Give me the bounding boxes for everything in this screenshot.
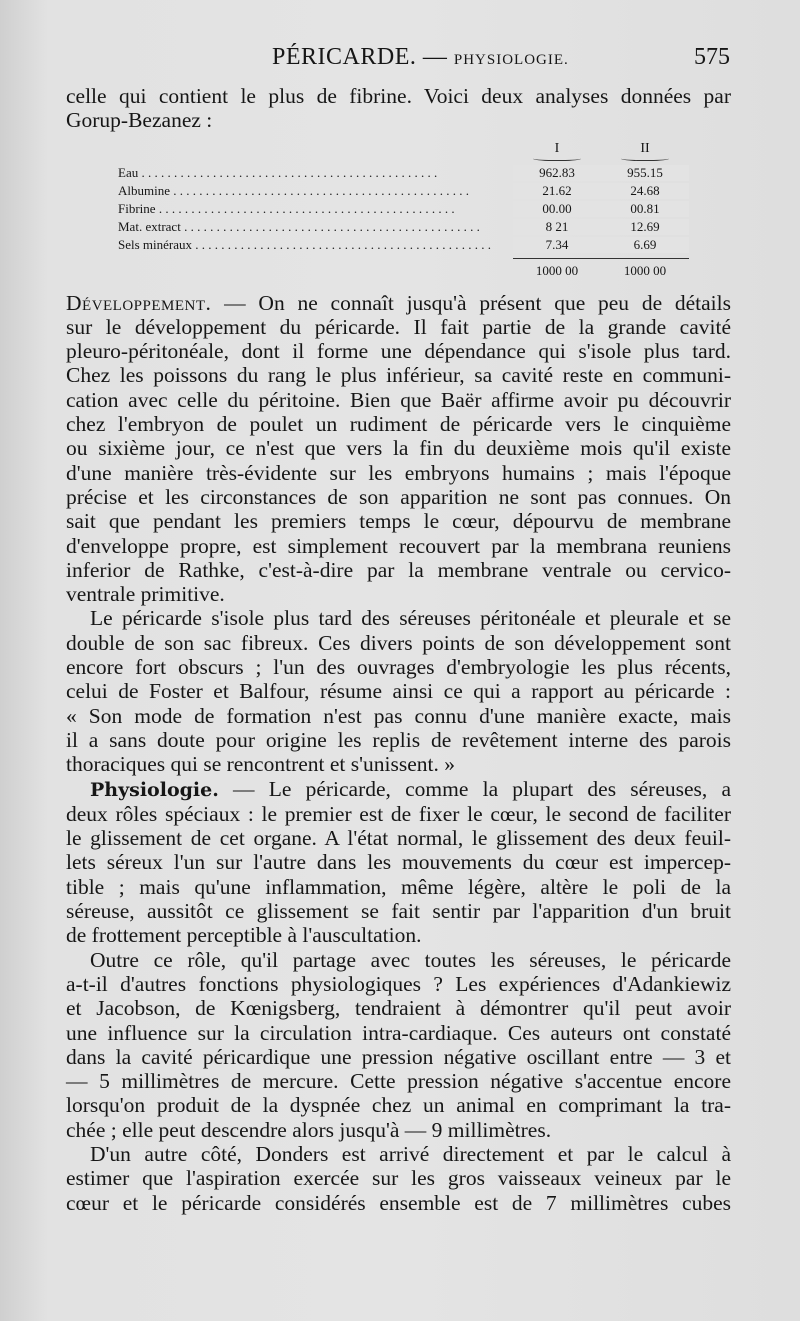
table-row — [66, 219, 731, 235]
text-line: Physiologie. — Le péricarde, comme la plupart des séreuses, a — [90, 776, 732, 801]
text-line: une influence sur la circulation intra-cardiaque. Ces auteurs ont constaté — [66, 1020, 731, 1045]
table-row — [66, 165, 731, 181]
section-subtitle: PHYSIOLOGIE. — [453, 52, 569, 68]
row-value-2: 24.68 — [601, 183, 689, 199]
row-label: Fibrine . . . — [118, 201, 513, 217]
formation-paragraph — [66, 606, 731, 776]
text-line: sait que pendant les premiers temps le cœur, dépourvu de membrane — [66, 509, 731, 534]
text-line: cœur et le péricarde considérés ensemble est de 7 millimètres cubes — [66, 1190, 731, 1215]
text-line: — 5 millimètres de mercure. Cette pression négative s'accentue encore — [66, 1069, 731, 1094]
text-line: double de son sac fibreux. Ces divers points de son développement sont — [66, 630, 731, 655]
text-line: celui de Foster et Balfour, résume ainsi ce qui a rapport au péricarde : — [66, 679, 731, 704]
table-totals — [66, 258, 731, 279]
text-line: d'une manière très-évidente sur les embryons humains ; mais l'époque — [66, 460, 731, 485]
header-dash: — — [422, 44, 448, 70]
table-row — [66, 183, 731, 199]
table-row — [66, 201, 731, 217]
text-line: il a sans doute pour origine les replis de revêtement interne des parois — [66, 727, 731, 752]
column-header-2: II — [601, 141, 689, 157]
row-label: Eau . . . — [118, 165, 513, 181]
total-2: 1000 00 — [601, 258, 689, 279]
page-number: 575 — [694, 44, 730, 70]
analysis-table — [66, 141, 731, 279]
donders-paragraph — [66, 1142, 731, 1215]
text-line: précise et les circonstances de son apparition ne sont pas connues. On — [66, 484, 731, 509]
running-title — [272, 44, 569, 71]
text-line: Chez les poissons du rang le plus inférieur, sa cavité reste en communi- — [66, 363, 731, 388]
text-line: pleuro-péritonéale, dont il forme une dépendance qui s'isole plus tard. — [66, 339, 731, 364]
text-line: de frottement perceptible à l'auscultation. — [66, 923, 422, 948]
text-line: « Son mode de formation n'est pas connu d'une manière exacte, mais — [66, 703, 731, 728]
text-line: séreuse, aussitôt ce glissement se fait sentir par l'apparition d'un bruit — [66, 899, 731, 924]
text-line: chez l'embryon de poulet un rudiment de péricarde vers le cinquième — [66, 412, 731, 437]
text-line: cation avec celle du péritoine. Bien que Baër affirme avoir pu découvrir — [66, 387, 731, 412]
text-line: celle qui contient le plus de fibrine. Voici deux analyses données par — [66, 84, 731, 108]
text-line: thoraciques qui se rencontrent et s'unissent. » — [66, 752, 455, 777]
row-value-2: 12.69 — [601, 219, 689, 235]
row-label: Albumine . . . — [118, 183, 513, 199]
chapter-title: PÉRICARDE. — [272, 44, 417, 70]
text-line: ventrale primitive. — [66, 582, 225, 607]
text-line: tible ; mais qu'une inflammation, même légère, altère le poli de la — [66, 874, 731, 899]
intro-paragraph — [66, 84, 731, 133]
text-line: le glissement de cet organe. A l'état normal, le glissement des deux feuil- — [66, 826, 731, 851]
section-heading-physiology: Physiologie. — [90, 778, 219, 801]
text-line: Le péricarde s'isole plus tard des séreuses péritonéale et pleurale et se — [90, 606, 731, 631]
row-value-1: 8 21 — [513, 219, 601, 235]
text-line: Gorup-Bezanez : — [66, 108, 213, 133]
column-header-1: I — [513, 141, 601, 157]
text-line: lets séreux l'un sur l'autre dans les mouvements du cœur est impercep- — [66, 850, 731, 875]
text-line: deux rôles spéciaux : le premier est de fixer le cœur, le second de faciliter — [66, 801, 731, 826]
physiology-paragraph — [66, 777, 731, 948]
table-column-headers — [66, 141, 731, 157]
text-line: D'un autre côté, Donders est arrivé directement et par le calcul à — [90, 1141, 731, 1166]
text-line: lorsqu'on produit de la dyspnée chez un animal en comprimant la tra- — [66, 1093, 731, 1118]
text-line: Développement. — On ne connaît jusqu'à présent que peu de détails — [66, 290, 731, 315]
text-line: estimer que l'aspiration exercée sur les gros vaisseaux veineux par le — [66, 1166, 731, 1191]
row-value-1: 7.34 — [513, 237, 601, 253]
row-value-1: 21.62 — [513, 183, 601, 199]
development-paragraph — [66, 291, 731, 607]
text-line: dans la cavité péricardique une pression négative oscillant entre — 3 et — [66, 1044, 731, 1069]
row-label: Mat. extract . . . — [118, 219, 513, 235]
total-1: 1000 00 — [513, 258, 601, 279]
row-value-2: 955.15 — [601, 165, 689, 181]
text-line: ou sixième jour, ce n'est que vers la fin du deuxième mois qu'il existe — [66, 436, 731, 461]
row-value-1: 962.83 — [513, 165, 601, 181]
text-line: Outre ce rôle, qu'il partage avec toutes les séreuses, le péricarde — [90, 947, 731, 972]
text-line: chée ; elle peut descendre alors jusqu'à — 9 millimètres. — [66, 1117, 552, 1142]
running-header — [0, 42, 800, 82]
text-line: a-t-il d'autres fonctions physiologiques ? Les expériences d'Adankiewiz — [66, 971, 731, 996]
text-line: inferior de Rathke, c'est-à-dire par la membrane ventrale ou cervico- — [66, 557, 731, 582]
row-value-1: 00.00 — [513, 201, 601, 217]
table-row — [66, 237, 731, 253]
section-heading-development: Développement. — [66, 290, 212, 315]
text-line: sur le développement du péricarde. Il fait partie de la grande cavité — [66, 314, 731, 339]
row-value-2: 00.81 — [601, 201, 689, 217]
row-label: Sels minéraux . . . — [118, 237, 513, 253]
text-line: d'enveloppe propre, est simplement recouvert par la membrana reuniens — [66, 533, 731, 558]
text-line: encore fort obscurs ; l'un des ouvrages d'embryologie les plus récents, — [66, 655, 731, 680]
body-text — [66, 84, 731, 1215]
row-value-2: 6.69 — [601, 237, 689, 253]
pressure-paragraph — [66, 948, 731, 1142]
text-line: et Jacobson, de Kœnigsberg, tendraient à démontrer qu'il peut avoir — [66, 996, 731, 1021]
